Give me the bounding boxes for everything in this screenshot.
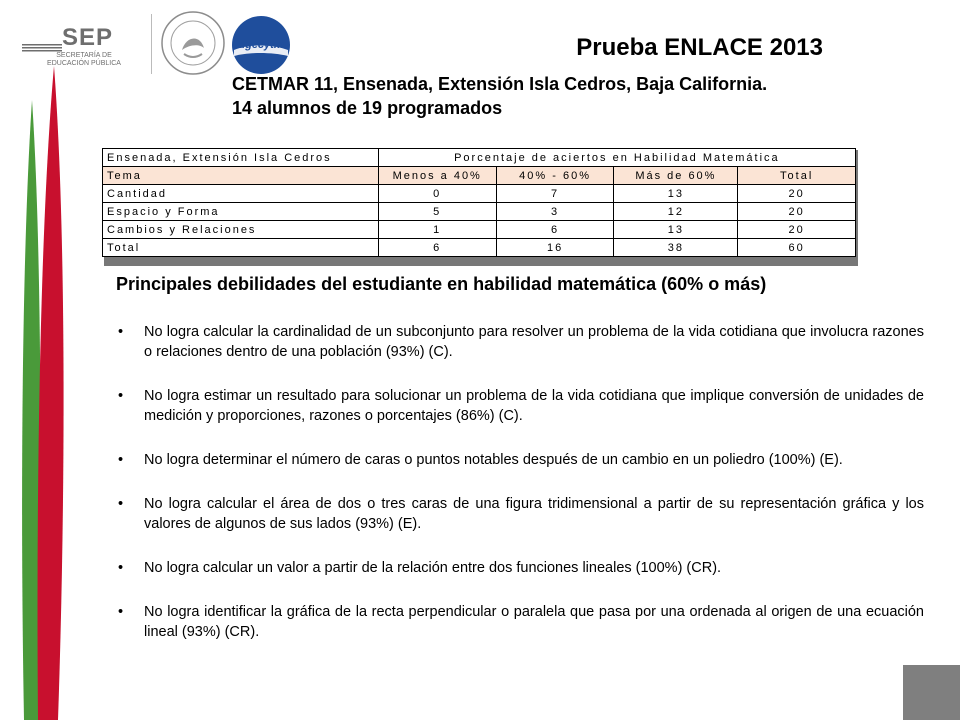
logo-divider: [151, 14, 152, 74]
column-header: 40% - 60%: [496, 167, 614, 185]
table-cell: 20: [738, 185, 856, 203]
column-header: Más de 60%: [614, 167, 738, 185]
dgecytm-logo-icon: [230, 14, 292, 76]
page-title: Prueba ENLACE 2013: [576, 34, 823, 61]
table-cell: 3: [496, 203, 614, 221]
mexico-seal-icon: [160, 10, 226, 76]
table-cell: 13: [614, 185, 738, 203]
table-cell: 7: [496, 185, 614, 203]
subtitle-school: CETMAR 11, Ensenada, Extensión Isla Cedros, Baja California.: [232, 74, 768, 94]
table-cell: 5: [378, 203, 496, 221]
table-cell: 60: [738, 239, 856, 257]
table-row: [103, 203, 856, 221]
column-header: Menos a 40%: [378, 167, 496, 185]
dgecytm-logo-text: dgecytm: [238, 39, 284, 51]
red-leaf-decoration: [34, 66, 70, 720]
column-header: Total: [738, 167, 856, 185]
sep-logo-subtext: [46, 52, 122, 68]
table-row: [103, 185, 856, 203]
table-cell: 0: [378, 185, 496, 203]
sep-sub-line2: EDUCACIÓN PÚBLICA: [47, 60, 121, 67]
subtitle-students: 14 alumnos de 19 programados: [232, 98, 503, 118]
table-cell: 20: [738, 221, 856, 239]
table-school-cell: Ensenada, Extensión Isla Cedros: [103, 149, 379, 167]
weakness-item: • No logra calcular el área de dos o tres caras de una figura tridimensional a partir de su representación gráfica y los valores de algunos de sus lados (93%) (E).: [116, 494, 924, 534]
table-cell: 13: [614, 221, 738, 239]
table-cell: 1: [378, 221, 496, 239]
table-group-header: Porcentaje de aciertos en Habilidad Matemática: [378, 149, 855, 167]
sep-sub-line1: SECRETARÍA DE: [56, 52, 112, 59]
table-cell: 20: [738, 203, 856, 221]
weakness-item: • No logra calcular un valor a partir de la relación entre dos funciones lineales (100%) (CR).: [116, 558, 924, 578]
corner-decoration: [903, 665, 960, 720]
table-cell: Espacio y Forma: [103, 203, 379, 221]
weakness-item: • No logra calcular la cardinalidad de un subconjunto para resolver un problema de la vida cotidiana que involucra razones o relaciones dentro de una población (93%) (C).: [116, 322, 924, 362]
weaknesses-heading: Principales debilidades del estudiante en habilidad matemática (60% o más): [116, 274, 767, 294]
table-cell: 16: [496, 239, 614, 257]
page-subtitle: [232, 72, 767, 120]
table-cell: Cambios y Relaciones: [103, 221, 379, 239]
table-header-row: [103, 149, 856, 167]
results-table: [102, 148, 856, 257]
table-cell: 6: [496, 221, 614, 239]
sep-logo-text: SEP: [62, 24, 114, 51]
weakness-item: • No logra identificar la gráfica de la recta perpendicular o paralela que pasa por una ordenada al origen de una ecuación lineal (93%) (CR).: [116, 602, 924, 642]
table-cell: 38: [614, 239, 738, 257]
table-cell: Cantidad: [103, 185, 379, 203]
column-header: Tema: [103, 167, 379, 185]
table-column-header-row: [103, 167, 856, 185]
weakness-item: • No logra estimar un resultado para solucionar un problema de la vida cotidiana que implique conversión de unidades de medición y proporciones, razones o porcentajes (86%) (C).: [116, 386, 924, 426]
table-cell: 12: [614, 203, 738, 221]
weakness-item: • No logra determinar el número de caras o puntos notables después de un cambio en un poliedro (100%) (E).: [116, 450, 924, 470]
weaknesses-list: [116, 322, 924, 666]
table-total-row: [103, 239, 856, 257]
sep-stripes-icon: [22, 44, 62, 52]
table-cell: 6: [378, 239, 496, 257]
table-row: [103, 221, 856, 239]
table-cell: Total: [103, 239, 379, 257]
